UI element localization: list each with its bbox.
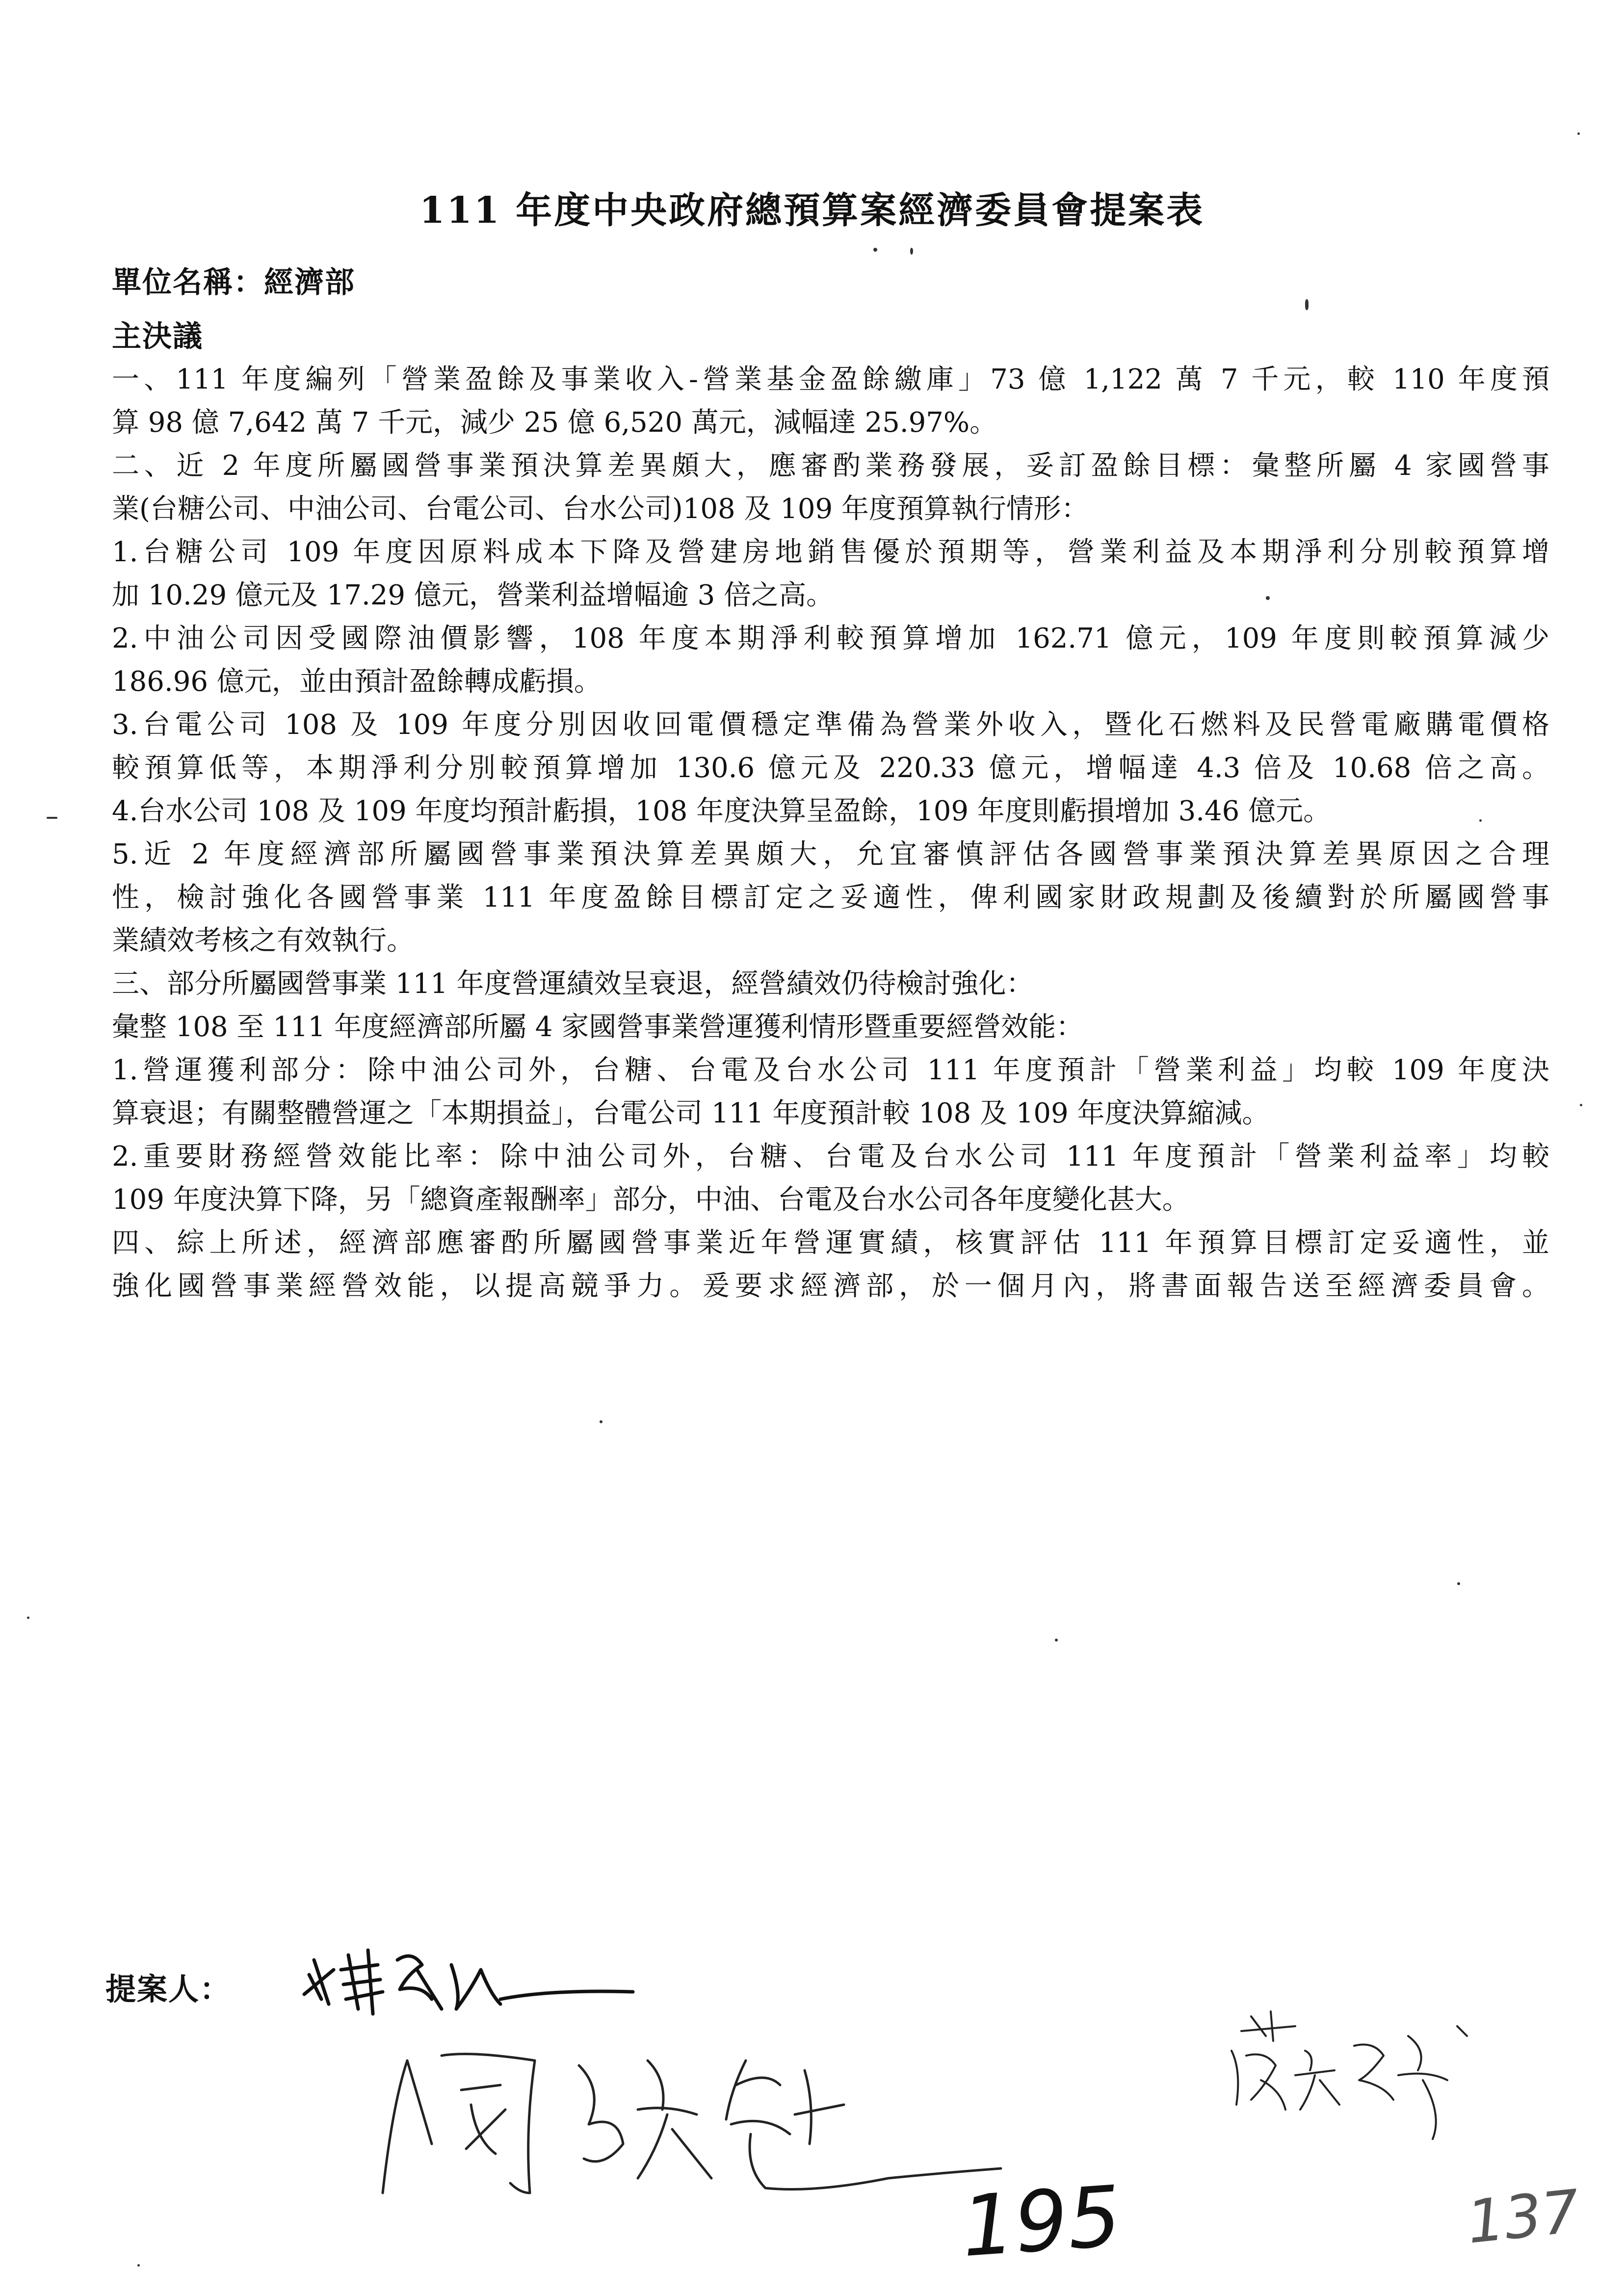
body-line: 5.近 2 年度經濟部所屬國營事業預決算差異頗大，允宜審慎評估各國營事業預決算差異原因之合理 xyxy=(112,838,1549,870)
body-line: 186.96 億元，並由預計盈餘轉成虧損。 xyxy=(112,666,602,698)
scan-speck xyxy=(137,2264,140,2267)
body-line: 2.重要財務經營效能比率：除中油公司外，台糖、台電及台水公司 111 年度預計「營業利益率」均較 xyxy=(112,1141,1549,1173)
handwritten-small-number: 137 xyxy=(1464,2177,1583,2257)
resolution-body xyxy=(112,358,1549,1308)
body-line: 彙整 108 至 111 年度經濟部所屬 4 家國營事業營運獲利情形暨重要經營效能： xyxy=(112,1011,1084,1043)
scan-speck xyxy=(873,248,877,252)
body-line: 一、111 年度編列「營業盈餘及事業收入-營業基金盈餘繳庫」73 億 1,122 萬 7 千元，較 110 年度預 xyxy=(112,364,1549,395)
body-line: 算衰退；有關整體營運之「本期損益」，台電公司 111 年度預計較 108 及 109 年度決算縮減。 xyxy=(112,1097,1270,1129)
body-line: 1.營運獲利部分：除中油公司外，台糖、台電及台水公司 111 年度預計「營業利益」均較 109 年度決 xyxy=(112,1054,1549,1086)
proposer-label: 提案人： xyxy=(105,1971,232,2007)
signature-2-handwritten xyxy=(373,2031,1011,2208)
body-line: 業(台糖公司、中油公司、台電公司、台水公司)108 及 109 年度預算執行情形： xyxy=(112,493,1089,525)
unit-name-line: 單位名稱：經濟部 xyxy=(112,265,355,300)
scan-speck xyxy=(910,248,913,255)
scan-speck xyxy=(1266,596,1270,600)
scan-speck xyxy=(1577,132,1580,135)
body-line: 性，檢討強化各國營事業 111 年度盈餘目標訂定之妥適性，俾利國家財政規劃及後續對於所屬國營事 xyxy=(112,882,1549,913)
signature-1-handwritten xyxy=(294,1940,648,2019)
body-line: 4.台水公司 108 及 109 年度均預計虧損，108 年度決算呈盈餘，109 年度則虧損增加 3.46 億元。 xyxy=(112,795,1331,827)
body-line: 109 年度決算下降，另「總資產報酬率」部分，中油、台電及台水公司各年度變化甚大。 xyxy=(112,1184,1190,1216)
body-line: 二、近 2 年度所屬國營事業預決算差異頗大，應審酌業務發展，妥訂盈餘目標：彙整所屬 4 家國營事 xyxy=(112,450,1549,482)
body-line: 2.中油公司因受國際油價影響，108 年度本期淨利較預算增加 162.71 億元，109 年度則較預算減少 xyxy=(112,623,1549,654)
body-line: 較預算低等，本期淨利分別較預算增加 130.6 億元及 220.33 億元，增幅達 4.3 倍及 10.68 倍之高。 xyxy=(112,752,1549,784)
body-line: 加 10.29 億元及 17.29 億元，營業利益增幅逾 3 倍之高。 xyxy=(112,579,834,611)
body-line: 3.台電公司 108 及 109 年度分別因收回電價穩定準備為營業外收入，暨化石燃料及民營電廠購電價格 xyxy=(112,709,1549,741)
document-title: 111 年度中央政府總預算案經濟委員會提案表 xyxy=(419,189,1205,232)
scan-speck xyxy=(27,1617,29,1619)
scan-speck xyxy=(1457,1582,1460,1585)
main-resolution-heading: 主決議 xyxy=(112,319,203,354)
scan-speck xyxy=(600,1420,602,1423)
body-line: 強化國營事業經營效能，以提高競爭力。爰要求經濟部，於一個月內，將書面報告送至經濟委員會。 xyxy=(112,1270,1549,1302)
body-line: 算 98 億 7,642 萬 7 千元，減少 25 億 6,520 萬元，減幅達 25.97%。 xyxy=(112,407,997,439)
scan-speck xyxy=(1055,1639,1058,1642)
body-line: 三、部分所屬國營事業 111 年度營運績效呈衰退，經營績效仍待檢討強化： xyxy=(112,968,1034,1000)
body-line: 四、綜上所述，經濟部應審酌所屬國營事業近年營運實績，核實評估 111 年預算目標訂定妥適性，並 xyxy=(112,1227,1549,1259)
signature-3-handwritten xyxy=(1212,2007,1487,2149)
handwritten-page-number: 195 xyxy=(958,2167,1124,2276)
scan-speck xyxy=(1305,299,1309,310)
body-line: 業績效考核之有效執行。 xyxy=(112,925,414,957)
body-line: 1.台糖公司 109 年度因原料成本下降及營建房地銷售優於預期等，營業利益及本期淨利分別較預算增 xyxy=(112,536,1549,568)
scan-speck xyxy=(47,817,57,819)
scan-speck xyxy=(1580,1104,1582,1106)
scan-speck xyxy=(1479,819,1482,822)
